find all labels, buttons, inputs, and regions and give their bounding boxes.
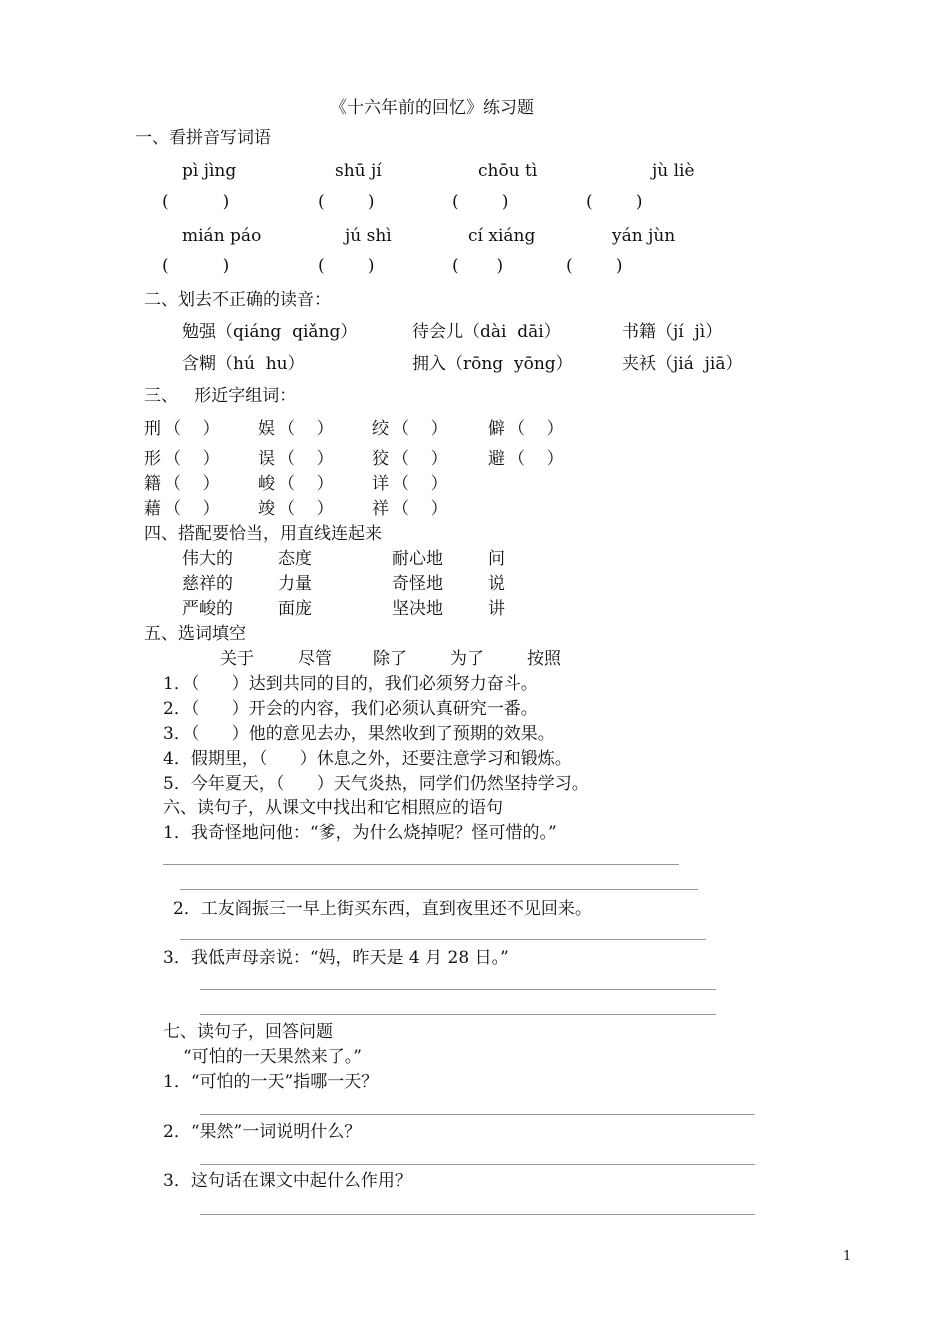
pinyin: chōu tì (478, 161, 538, 181)
answer-bracket[interactable]: （ ） (278, 419, 334, 439)
answer-bracket[interactable]: ( ) (318, 256, 375, 276)
answer-bracket[interactable]: （ ） (164, 474, 220, 494)
fill-item[interactable]: 3．（ ）他的意见去办，果然收到了预期的效果。 (163, 724, 555, 744)
pinyin: mián páo (182, 226, 262, 246)
answer-line[interactable] (180, 939, 706, 940)
answer-bracket[interactable]: （ ） (392, 499, 448, 519)
char-word: 藉 (144, 499, 161, 519)
char-word: 娱 (258, 419, 275, 439)
reading-item[interactable]: 夹袄（jiá jiā） (622, 354, 743, 374)
sec4-heading: 四、搭配要恰当，用直线连起来 (144, 524, 382, 544)
answer-bracket[interactable]: （ ） (278, 474, 334, 494)
char-word: 僻 (488, 419, 505, 439)
answer-line[interactable] (200, 1114, 755, 1115)
answer-line[interactable] (200, 989, 716, 990)
reading-item[interactable]: 待会儿（dài dāi） (412, 322, 561, 342)
sentence-item: 1．我奇怪地问他：“爹，为什么烧掉呢？怪可惜的。” (163, 823, 557, 843)
answer-bracket[interactable]: ( ) (318, 192, 375, 212)
sec2-heading: 二、划去不正确的读音： (144, 290, 331, 310)
sentence-item: 3．我低声母亲说：“妈，昨天是 4 月 28 日。” (163, 948, 509, 968)
fill-item[interactable]: 1．（ ）达到共同的目的，我们必须努力奋斗。 (163, 674, 538, 694)
pinyin: jù liè (652, 161, 695, 181)
question-item: 1．“可怕的一天”指哪一天？ (163, 1072, 379, 1092)
char-word: 籍 (144, 474, 161, 494)
question-item: 2．“果然”一词说明什么？ (163, 1122, 362, 1142)
word-choice: 关于 (220, 649, 254, 669)
sec6-heading: 六、读句子，从课文中找出和它相照应的语句 (163, 798, 503, 818)
answer-line[interactable] (200, 1164, 755, 1165)
pinyin: cí xiáng (468, 226, 536, 246)
answer-line[interactable] (180, 889, 698, 890)
char-word: 刑 (144, 419, 161, 439)
char-word: 形 (144, 449, 161, 469)
reading-item[interactable]: 拥入（rōng yōng） (412, 354, 573, 374)
answer-bracket[interactable]: （ ） (392, 419, 448, 439)
char-word: 狡 (372, 449, 389, 469)
answer-line[interactable] (163, 864, 679, 865)
match-word[interactable]: 讲 (488, 599, 505, 619)
answer-line[interactable] (200, 1214, 755, 1215)
char-word: 竣 (258, 499, 275, 519)
char-word: 避 (488, 449, 505, 469)
answer-bracket[interactable]: ( ) (452, 256, 504, 276)
char-word: 绞 (372, 419, 389, 439)
match-word[interactable]: 说 (488, 574, 505, 594)
question-item: 3．这句话在课文中起什么作用？ (163, 1171, 412, 1191)
char-word: 峻 (258, 474, 275, 494)
word-choice: 按照 (527, 649, 561, 669)
answer-bracket[interactable]: （ ） (164, 419, 220, 439)
char-word: 详 (372, 474, 389, 494)
fill-item[interactable]: 4．假期里，（ ）休息之外，还要注意学习和锻炼。 (163, 749, 572, 769)
sec5-heading: 五、选词填空 (144, 624, 246, 644)
char-word: 误 (258, 449, 275, 469)
answer-bracket[interactable]: （ ） (508, 419, 564, 439)
answer-bracket[interactable]: （ ） (164, 449, 220, 469)
sentence-item: 2．工友阎振三一早上街买东西，直到夜里还不见回来。 (173, 899, 592, 919)
pinyin: pì jìng (182, 161, 237, 181)
match-word[interactable]: 问 (488, 549, 505, 569)
answer-bracket[interactable]: ( ) (566, 256, 623, 276)
sec3-heading: 三、 形近字组词： (144, 386, 297, 406)
answer-bracket[interactable]: ( ) (162, 256, 230, 276)
quote-sentence: “可怕的一天果然来了。” (183, 1047, 362, 1067)
page-title: 《十六年前的回忆》练习题 (330, 98, 534, 118)
answer-bracket[interactable]: （ ） (278, 499, 334, 519)
fill-item[interactable]: 5．今年夏天，（ ）天气炎热，同学们仍然坚持学习。 (163, 774, 589, 794)
char-word: 祥 (372, 499, 389, 519)
page-number: 1 (843, 1249, 852, 1264)
answer-bracket[interactable]: ( ) (162, 192, 230, 212)
reading-item[interactable]: 勉强（qiáng qiǎng） (182, 322, 358, 342)
answer-bracket[interactable]: （ ） (392, 474, 448, 494)
pinyin: yán jùn (612, 226, 676, 246)
match-word[interactable]: 态度 (278, 549, 312, 569)
match-word[interactable]: 耐心地 (392, 549, 443, 569)
match-word[interactable]: 严峻的 (182, 599, 233, 619)
answer-bracket[interactable]: ( ) (452, 192, 509, 212)
word-choice: 尽管 (298, 649, 332, 669)
pinyin: shū jí (335, 161, 382, 181)
match-word[interactable]: 伟大的 (182, 549, 233, 569)
answer-line[interactable] (200, 1014, 716, 1015)
sec7-heading: 七、读句子，回答问题 (163, 1022, 333, 1042)
reading-item[interactable]: 书籍（jí jì） (622, 322, 723, 342)
match-word[interactable]: 慈祥的 (182, 574, 233, 594)
match-word[interactable]: 面庞 (278, 599, 312, 619)
match-word[interactable]: 奇怪地 (392, 574, 443, 594)
answer-bracket[interactable]: （ ） (508, 449, 564, 469)
word-choice: 为了 (450, 649, 484, 669)
match-word[interactable]: 坚决地 (392, 599, 443, 619)
answer-bracket[interactable]: （ ） (164, 499, 220, 519)
answer-bracket[interactable]: （ ） (278, 449, 334, 469)
word-choice: 除了 (373, 649, 407, 669)
answer-bracket[interactable]: （ ） (392, 449, 448, 469)
answer-bracket[interactable]: ( ) (586, 192, 643, 212)
reading-item[interactable]: 含糊（hú hu） (182, 354, 305, 374)
pinyin: jú shì (345, 226, 392, 246)
fill-item[interactable]: 2．（ ）开会的内容，我们必须认真研究一番。 (163, 699, 538, 719)
match-word[interactable]: 力量 (278, 574, 312, 594)
sec1-heading: 一、看拼音写词语 (135, 128, 271, 148)
